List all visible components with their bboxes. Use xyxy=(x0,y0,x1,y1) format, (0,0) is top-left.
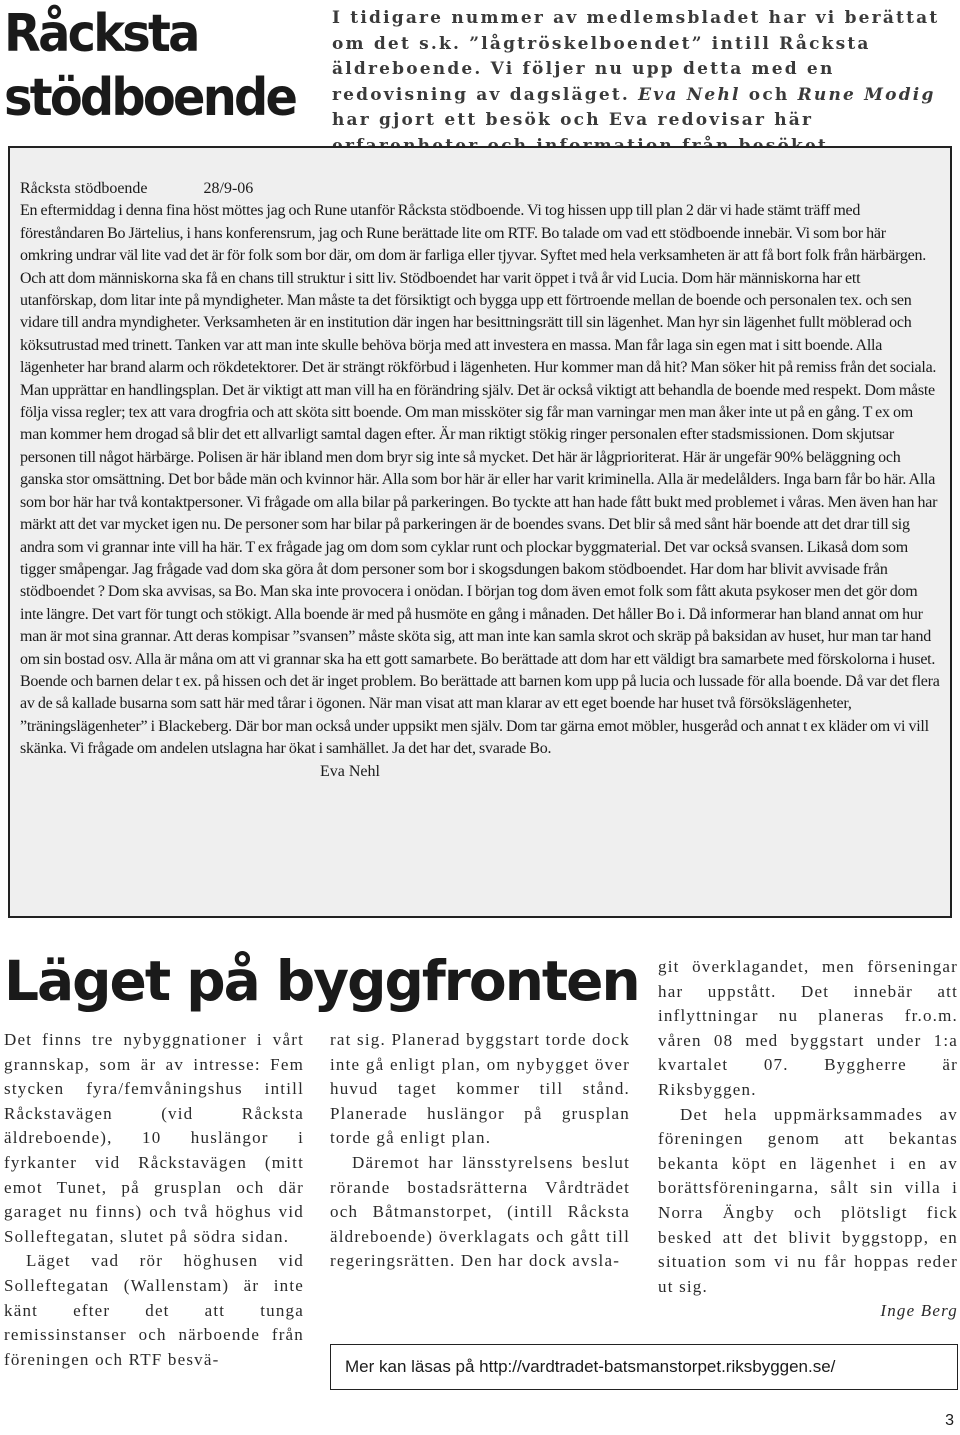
article-paragraph: git överklagandet, men förseningar har uppstått. Det innebär att inflyttningar nu planeras fr.o.m. våren 08 med byggstart under 1:a kvartalet 07. Byggherre är Riksbyggen. xyxy=(658,957,958,1099)
intro-text xyxy=(332,6,960,159)
article-paragraph: rat sig. Planerad byggstart torde dock inte gå enligt plan, om nybygget över huvud taget kommer till stånd. Planerade huslängor på grusplan torde gå enligt plan. xyxy=(330,1030,630,1148)
article-column-3 xyxy=(658,955,958,1324)
report-heading: Råcksta stödboende xyxy=(20,180,148,197)
article-column-1 xyxy=(4,1028,304,1372)
article-title: Läget på byggfronten xyxy=(4,949,639,1013)
masthead-title-line1: Råcksta xyxy=(4,4,198,64)
report-body: En eftermiddag i denna fina höst möttes jag och Rune utanför Råcksta stödboende. Vi tog hissen upp till plan 2 där vi hade stämt träff med föreståndaren Bo Järtelius, i hans konferensrum, jag och Rune berättade lite om RTF. Bo talade om vad ett stödboende innebär. Vi som bor här omkring undrar väl lite vad det är för folk som bor där, om dom är farliga eller tjyvar. Syftet med hela verksamheten är att få bort folk från härbärgen. Och att dom människorna ska få en chans till struktur i sitt liv. Stödboendet har varit öppet i två år vid Lucia. Dom här människorna har ett utanförskap, dom litar inte på myndigheter. Man måste ta det försiktigt och bygga upp ett förtroende mellan de boende och personalen tex. och sen vidare till andra myndigheter. Verksamheten är en institution där ingen har besittningsrätt till sin lägenhet. Man hyr sin lägenhet fullt möblerad och köksutrustad med trinett. Tanken var att man inte skulle behöva börja med att investera en massa. Man får laga sin egen mat i sitt boende. Alla lägenheter har brand alarm och rökdetektorer. Det är strängt rökförbud i lägenheten. Hur kommer man då hit? Man söker hit på remiss från det sociala. Man upprättar en handlingsplan. Det är viktigt att man vill ha en förändring själv. Det är också viktigt att behandla de boende med respekt. Dom måste följa vissa regler; tex att vara drogfria och att sköta sitt boende. Om man missköter sig får man varningar men man åker inte ut på en gång. T ex om man kommer hem drogad så blir det ett allvarligt samtal dagen efter. Är man riktigt stökig ringer personalen efter stadsmissionen. Dom skjutsar personen till något härbärge. Polisen är här ibland men dom bryr sig inte så mycket. Det här är lågprioriterat. Här är ungefär 90% beläggning och ganska stor omsättning. Det bor både män och kvinnor här. Alla som bor här är eller har varit kriminella. Alla är medelålders. Inga barn får bo här. Alla som bor här har två kontaktpersoner. Vi frågade om alla bilar på parkeringen. Bo tyckte att han hade fått bukt med problemet i våras. Men även han har märkt att det var mycket igen nu. De personer som har bilar på parkeringen är de boendes svans. Det blir så med sånt här boende att det drar till sig andra som vi grannar inte vill ha här. T ex frågade jag om dom som cyklar runt och plockar byggmaterial. Det var också svansen. Likaså dom som tigger småpengar. Jag frågade vad dom ska göra åt dom personer som bor i skogsdungen bakom stödboendet. Har dom har blivit avvisade från stödboendet ? Dom ska avvisas, sa Bo. Man ska inte provocera i onödan. I början tog dom även emot folk som fått akuta psykoser men det gör dom inte längre. Det vart för tungt och stökigt. Alla boende är med på husmöte en gång i månaden. Det håller Bo i. Då informerar han bland annat om hur man är mot sina grannar. Att deras kompisar ”svansen” måste sköta sig, att man inte kan samla skrot och skräp på baksidan av huset, hur man tar hand om sin bostad osv. Alla är måna om att vi grannar ska ha ett gott samarbete. Bo berättade att dom har ett väldigt bra samarbete med förskolorna i huset. Boende och barnen delar t ex. på hissen och det är inget problem. Bo berättade att barnen kom upp på lucia och lussade för alla boende. Då var det flera av de så kallade busarna som satt här med tårar i ögonen. När man visat att man klarar av ett eget boende har huset två försökslägenheter, ”träningslägenheter” i Blackeberg. Där bor man också under uppsikt men själv. Dom tar gärna emot möbler, husgeråd och annat t ex kläder om vi vill skänka. Vi frågade om andelen utslagna har ökat i samhället. Ja det har det, svarade Bo. xyxy=(20,202,940,758)
report-date: 28/9-06 xyxy=(203,180,254,197)
report-box xyxy=(8,146,952,918)
masthead-title xyxy=(4,2,296,130)
article-signature: Inge Berg xyxy=(880,1301,958,1321)
intro-author-rune: Rune Modig xyxy=(797,84,936,105)
article-paragraph: Det hela uppmärksammades av föreningen genom att bekantas bekanta köpt en lägenhet i en av borättsföreningarna, sålt sin villa i Norra Ängby och plötsligt fick besked att det blivit byggstopp, en situation som vi nu får hoppas reder ut sig. xyxy=(658,1104,958,1296)
report-signature: Eva Nehl xyxy=(320,762,380,780)
article-paragraph: Läget vad rör höghusen vid Solleftegatan (Wallenstam) är inte känt efter det att tunga remissinstanser och närboende från föreningen och RTF besvä- xyxy=(4,1251,304,1369)
masthead-title-line2: stödboende xyxy=(4,68,296,128)
more-info-link-box[interactable]: Mer kan läsas på http://vardtradet-batsmanstorpet.riksbyggen.se/ xyxy=(330,1344,958,1390)
article-paragraph: Däremot har länsstyrelsens beslut rörande bostadsrätterna Vårdträdet och Båtmanstorpet, (intill Råcksta äldreboende) överklagats och gått till regeringsrätten. Den har dock avsla- xyxy=(330,1152,630,1271)
intro-part1: I tidigare nummer av medlemsbladet har vi berättat om det s.k. ”lågtröskelboendet” intill Råcksta äldreboende. Vi följer nu upp detta med en redovisning av dagsläget. xyxy=(332,8,940,105)
page-number: 3 xyxy=(945,1412,954,1429)
intro-and: och xyxy=(740,84,798,105)
intro-author-eva: Eva Nehl xyxy=(638,84,741,105)
report-heading-row xyxy=(20,178,940,200)
article-column-2 xyxy=(330,1028,630,1274)
intro-part2: har gjort ett besök och Eva redovisar här xyxy=(332,110,814,130)
article-paragraph: Det finns tre nybyggnationer i vårt grannskap, som är av intresse: Fem stycken fyra/femvåningshus intill Råckstavägen (vid Råcksta äldreboende), 10 huslängor i fyrkanter vid Råckstavägen (mitt emot Tunet, på grusplan och där garaget nu finns) och två höghus vid Solleftegatan, slutet på södra sidan. xyxy=(4,1030,304,1246)
